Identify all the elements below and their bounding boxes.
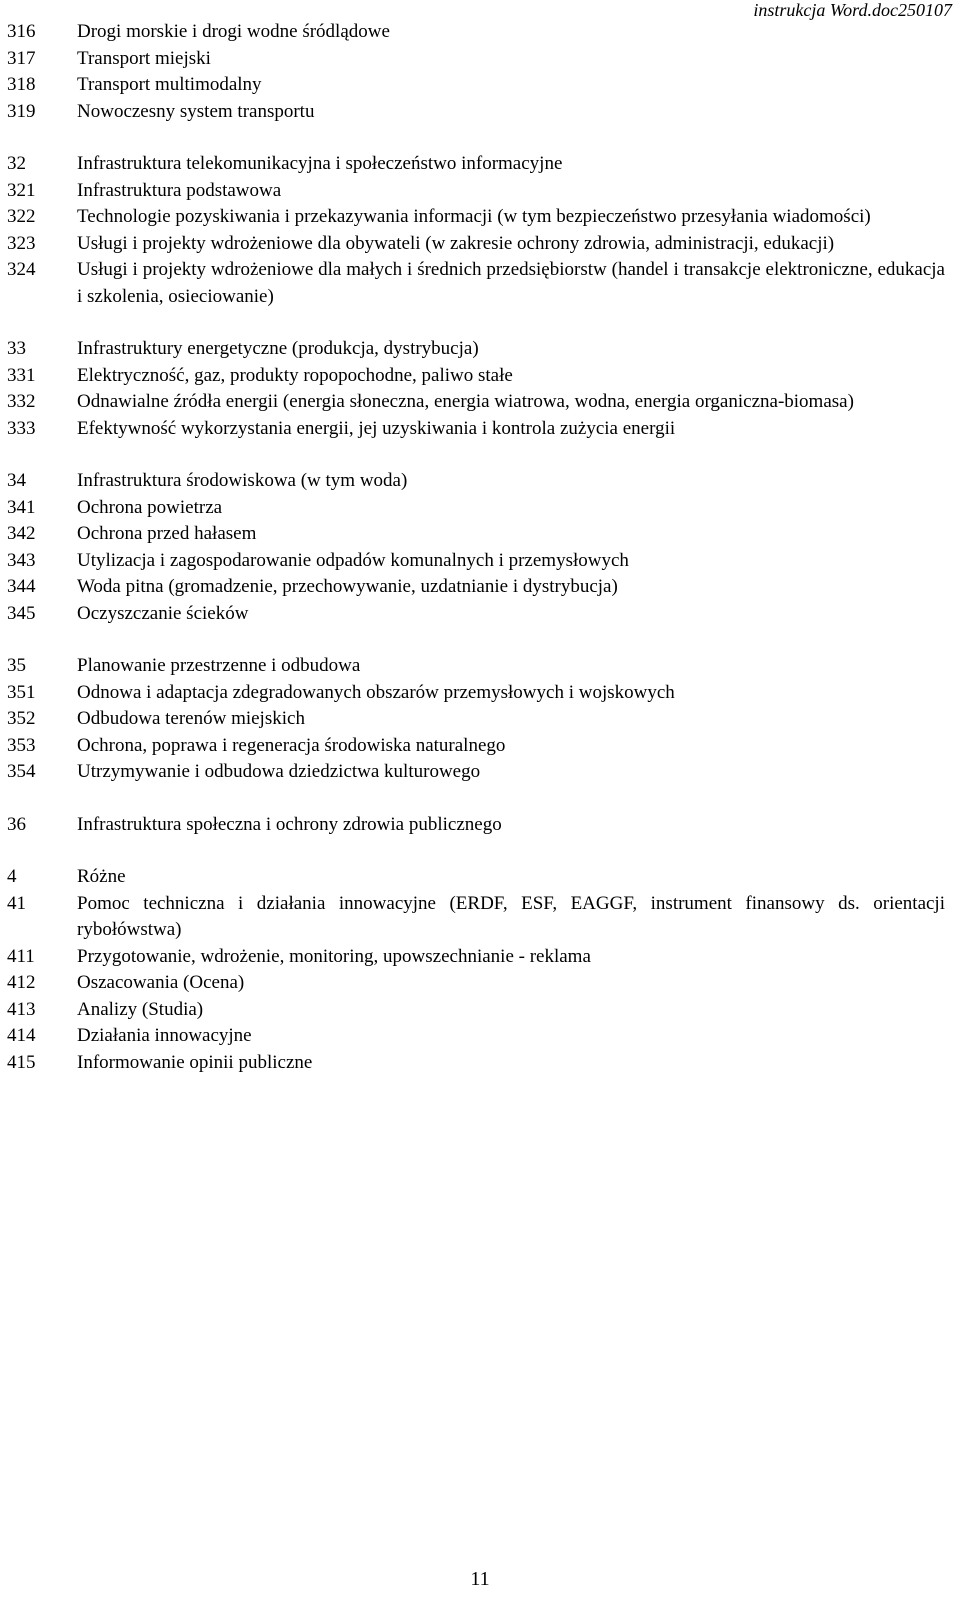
- list-item: [7, 178, 945, 205]
- item-code: 411: [7, 945, 35, 967]
- list-item: [7, 601, 945, 628]
- item-description: Pomoc techniczna i działania innowacyjne (ERDF, ESF, EAGGF, instrument finansowy ds. orientacji rybołówstwa): [77, 892, 945, 940]
- item-code: 353: [7, 734, 36, 756]
- item-code: 352: [7, 708, 36, 729]
- item-code: 333: [7, 417, 36, 439]
- item-description: Różne: [77, 866, 126, 887]
- group-social-infrastructure: [7, 812, 945, 839]
- list-item: [7, 231, 945, 258]
- item-code: 331: [7, 364, 36, 386]
- list-item: [7, 416, 945, 443]
- list-item: [7, 944, 945, 971]
- item-code: 322: [7, 206, 36, 227]
- list-item: [7, 72, 945, 99]
- item-code: 35: [7, 655, 26, 676]
- item-code: 345: [7, 602, 36, 624]
- item-description: Elektryczność, gaz, produkty ropopochodne, paliwo stałe: [77, 364, 513, 386]
- group-energy: [7, 336, 945, 442]
- item-description: Technologie pozyskiwania i przekazywania informacji (w tym bezpieczeństwo przesyłania wiadomości): [77, 206, 871, 227]
- item-code: 4: [7, 866, 17, 887]
- item-code: 412: [7, 972, 36, 993]
- item-description: Ochrona przed hałasem: [77, 523, 257, 544]
- list-item: [7, 389, 945, 416]
- list-item: [7, 548, 945, 575]
- item-code: 34: [7, 470, 26, 491]
- item-description: Ochrona powietrza: [77, 496, 223, 518]
- item-description: Usługi i projekty wdrożeniowe dla małych i średnich przedsiębiorstw (handel i transakcje elektroniczne, edukacja i szkolenia, osieciowanie): [77, 259, 945, 307]
- item-code: 332: [7, 391, 36, 412]
- list-item: [7, 1023, 945, 1050]
- list-item: [7, 970, 945, 997]
- item-description: Transport multimodalny: [77, 74, 262, 95]
- group-transport-continuation: [7, 19, 945, 125]
- item-code: 318: [7, 74, 36, 95]
- item-code: 32: [7, 153, 26, 174]
- list-item: [7, 46, 945, 73]
- item-description: Odbudowa terenów miejskich: [77, 708, 305, 729]
- item-description: Drogi morskie i drogi wodne śródlądowe: [77, 21, 390, 42]
- list-item: [7, 336, 945, 363]
- list-item: [7, 204, 945, 231]
- item-description: Oszacowania (Ocena): [77, 972, 245, 993]
- item-description: Transport miejski: [77, 47, 211, 69]
- item-code: 354: [7, 761, 36, 782]
- classification-list: [7, 19, 945, 1102]
- item-description: Woda pitna (gromadzenie, przechowywanie, uzdatnianie i dystrybucja): [77, 576, 618, 597]
- item-code: 341: [7, 496, 36, 518]
- item-description: Infrastruktura telekomunikacyjna i społeczeństwo informacyjne: [77, 153, 563, 174]
- item-description: Usługi i projekty wdrożeniowe dla obywateli (w zakresie ochrony zdrowia, administracji, edukacji): [77, 232, 835, 254]
- list-item: [7, 257, 945, 310]
- list-item: [7, 680, 945, 707]
- group-miscellaneous: [7, 864, 945, 1076]
- list-item: [7, 864, 945, 891]
- list-item: [7, 19, 945, 46]
- list-item: [7, 151, 945, 178]
- item-description: Planowanie przestrzenne i odbudowa: [77, 655, 361, 676]
- item-description: Analizy (Studia): [77, 998, 204, 1020]
- item-code: 36: [7, 813, 26, 835]
- list-item: [7, 653, 945, 680]
- item-description: Utylizacja i zagospodarowanie odpadów komunalnych i przemysłowych: [77, 549, 629, 571]
- item-code: 351: [7, 681, 36, 703]
- list-item: [7, 891, 945, 944]
- item-code: 41: [7, 892, 26, 914]
- list-item: [7, 521, 945, 548]
- list-item: [7, 363, 945, 390]
- item-description: Ochrona, poprawa i regeneracja środowiska naturalnego: [77, 734, 506, 756]
- item-code: 321: [7, 179, 36, 201]
- item-code: 323: [7, 232, 36, 254]
- list-item: [7, 706, 945, 733]
- item-code: 344: [7, 576, 36, 597]
- list-item: [7, 997, 945, 1024]
- item-description: Infrastruktura podstawowa: [77, 179, 282, 201]
- item-code: 316: [7, 21, 36, 42]
- list-item: [7, 495, 945, 522]
- item-description: Działania innowacyjne: [77, 1025, 252, 1046]
- item-code: 414: [7, 1025, 36, 1046]
- list-item: [7, 812, 945, 839]
- item-code: 319: [7, 100, 36, 122]
- item-description: Utrzymywanie i odbudowa dziedzictwa kulturowego: [77, 761, 481, 782]
- item-code: 324: [7, 259, 36, 280]
- item-description: Infrastruktura środowiskowa (w tym woda): [77, 470, 408, 491]
- item-description: Efektywność wykorzystania energii, jej uzyskiwania i kontrola zużycia energii: [77, 417, 676, 439]
- list-item: [7, 1050, 945, 1077]
- item-code: 413: [7, 998, 36, 1020]
- item-description: Infrastruktura społeczna i ochrony zdrowia publicznego: [77, 813, 502, 835]
- document-filename-header: instrukcja Word.doc250107: [753, 0, 952, 20]
- list-item: [7, 733, 945, 760]
- list-item: [7, 468, 945, 495]
- item-description: Nowoczesny system transportu: [77, 100, 315, 122]
- list-item: [7, 574, 945, 601]
- item-code: 343: [7, 549, 36, 571]
- item-description: Odnowa i adaptacja zdegradowanych obszarów przemysłowych i wojskowych: [77, 681, 675, 703]
- group-telecommunications: [7, 151, 945, 310]
- item-description: Oczyszczanie ścieków: [77, 602, 249, 624]
- list-item: [7, 99, 945, 126]
- item-code: 317: [7, 47, 36, 69]
- item-code: 342: [7, 523, 36, 544]
- list-item: [7, 759, 945, 786]
- group-spatial-planning: [7, 653, 945, 786]
- item-description: Infrastruktury energetyczne (produkcja, dystrybucja): [77, 338, 479, 359]
- item-description: Odnawialne źródła energii (energia słoneczna, energia wiatrowa, wodna, energia organiczna-biomasa): [77, 391, 854, 412]
- item-code: 415: [7, 1051, 36, 1073]
- item-description: Przygotowanie, wdrożenie, monitoring, upowszechnianie - reklama: [77, 945, 591, 967]
- page-number: 11: [470, 1568, 490, 1590]
- item-description: Informowanie opinii publiczne: [77, 1051, 313, 1073]
- item-code: 33: [7, 338, 26, 359]
- group-environment: [7, 468, 945, 627]
